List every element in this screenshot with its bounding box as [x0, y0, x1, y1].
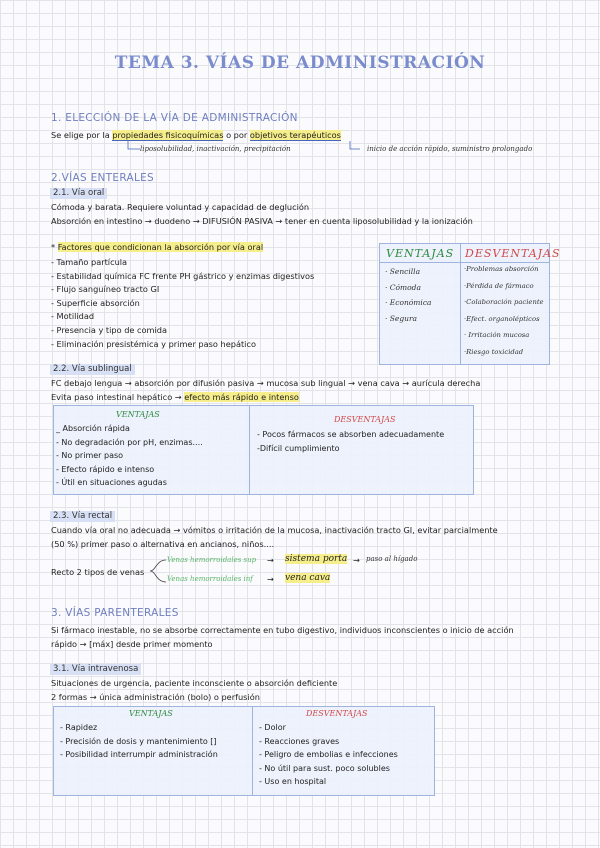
list-item: · Económica: [385, 298, 432, 307]
sublingual-desventajas-list: [257, 428, 444, 455]
sistema-porta: sistema porta: [285, 554, 348, 564]
list-item: ·Riesgo toxicidad: [464, 347, 524, 356]
arrow-2: →: [353, 555, 360, 565]
list-item: - Precisión de dosis y mantenimiento []: [60, 736, 217, 746]
vena-hemorroidal-inf: Venas hemorroidales inf: [167, 575, 253, 583]
list-item: - Reacciones graves: [259, 736, 340, 746]
rectal-line-2: (50 %) primer paso o alternativa en ancianos, niños....: [51, 539, 275, 549]
oral-desventajas-label: DESVENTAJAS: [465, 247, 561, 260]
list-item: · Cómoda: [385, 282, 421, 292]
sublingual-ventajas-list: [56, 422, 203, 490]
iv-ventajas-list: [60, 721, 218, 762]
list-item: - Estabilidad química FC frente PH gástrico y enzimas digestivos: [51, 270, 315, 281]
iv-desventajas-label: DESVENTAJAS: [306, 709, 368, 718]
list-item: ·Efect. organolépticos: [464, 314, 540, 323]
list-item: ·Colaboración paciente: [464, 298, 544, 306]
list-item: - Tamaño partícula: [51, 257, 128, 267]
list-item: - Uso en hospital: [259, 777, 327, 786]
list-item: - No primer paso: [56, 451, 124, 460]
list-item: ·Problemas absorción: [464, 265, 539, 273]
section-3-line-1: Si fármaco inestable, no se absorbe correctamente en tubo digestivo, individuos inconscientes o inicio de acción: [51, 625, 514, 635]
sublingual-ventajas-label: VENTAJAS: [116, 410, 160, 419]
list-item: · Segura: [385, 313, 418, 323]
oral-pros-cons-box: [379, 243, 561, 365]
sublingual-line-1: FC debajo lengua → absorción por difusión pasiva → mucosa sub lingual → vena cava → aurícula derecha: [51, 378, 481, 388]
list-item: - Dolor: [259, 723, 286, 732]
recto-bracket: [148, 556, 168, 586]
section-1-line: Se elige por la propiedades fisicoquímicas o por objetivos terapéuticos: [51, 130, 341, 140]
oral-line-1: Cómoda y barata. Requiere voluntad y capacidad de deglución: [51, 202, 310, 212]
vena-cava: vena cava: [285, 573, 331, 583]
rectal-line-1: Cuando vía oral no adecuada → vómitos o irritación de la mucosa, inactivación tracto GI, evitar parcialmente: [51, 525, 498, 535]
list-item: - Flujo sanguíneo tracto GI: [51, 284, 160, 295]
list-item: - Motilidad: [51, 311, 95, 322]
sublingual-desventajas-label: DESVENTAJAS: [334, 415, 396, 424]
list-item: · Irritación mucosa: [464, 331, 530, 339]
iv-line-1: Situaciones de urgencia, paciente inconsciente o absorción deficiente: [51, 678, 338, 688]
list-item: - Pocos fármacos se absorben adecuadamente: [257, 430, 445, 439]
iv-table: [53, 706, 435, 796]
list-item: - No degradación por pH, enzimas....: [56, 437, 203, 447]
section-2-heading: 2.VÍAS ENTERALES: [51, 172, 155, 184]
sublingual-line-2: Evita paso intestinal hepático → efecto más rápido e intenso: [51, 392, 299, 402]
list-item: - Eliminación presistémica y primer paso hepático: [51, 338, 256, 349]
oral-line-2: Absorción en intestino → duodeno → DIFUSIÓN PASIVA → tener en cuenta liposolubilidad y la ionización: [51, 216, 473, 226]
iv-desventajas-list: [259, 721, 398, 789]
recto-label: Recto 2 tipos de venas: [51, 567, 145, 577]
section-1-note-left: liposolubilidad, inactivación, precipitación: [140, 145, 291, 153]
list-item: - Efecto rápido e intenso: [56, 464, 155, 474]
iv-heading: 3.1. Vía intravenosa: [50, 664, 141, 675]
list-item: - Peligro de embolias e infecciones: [259, 750, 398, 759]
iv-line-2: 2 formas → única administración (bolo) o perfusión: [51, 692, 260, 702]
page-title: TEMA 3. VÍAS DE ADMINISTRACIÓN: [114, 53, 486, 73]
oral-ventajas-list: [385, 264, 432, 326]
list-item: - Rapidez: [60, 723, 98, 732]
factors-title: * Factores que condicionan la absorción por vía oral: [51, 242, 264, 252]
list-item: · Sencilla: [385, 267, 421, 276]
arrow-3: →: [267, 574, 274, 584]
rectal-heading: 2.3. Vía rectal: [50, 511, 115, 522]
list-item: _ Absorción rápida: [56, 424, 130, 433]
section-3-line-2: rápido → [máx] desde primer momento: [51, 639, 213, 649]
paso-higado: paso al hígado: [366, 555, 418, 563]
oral-heading: 2.1. Vía oral: [50, 188, 107, 199]
oral-desventajas-list: [464, 261, 544, 360]
list-item: -Difícil cumplimiento: [257, 443, 340, 453]
factors-list: [51, 256, 314, 351]
vena-hemorroidal-sup: Venas hemorroidales sup: [167, 556, 257, 564]
arrow-1: →: [267, 555, 274, 565]
iv-ventajas-label: VENTAJAS: [129, 709, 173, 718]
section-1-heading: 1. ELECCIÓN DE LA VÍA DE ADMINISTRACIÓN: [51, 112, 298, 124]
sublingual-heading: 2.2. Vía sublingual: [50, 364, 135, 375]
list-item: - Superficie absorción: [51, 297, 140, 308]
list-item: - Útil en situaciones agudas: [56, 478, 167, 487]
list-item: - Posibilidad interrumpir administración: [60, 750, 218, 759]
list-item: ·Pérdida de fármaco: [464, 281, 534, 290]
oral-ventajas-label: VENTAJAS: [386, 247, 455, 260]
list-item: - No útil para sust. poco solubles: [259, 763, 390, 773]
section-1-note-right: inicio de acción rápido, suministro prolongado: [367, 145, 533, 153]
list-item: - Presencia y tipo de comida: [51, 324, 168, 335]
sublingual-table: [53, 405, 474, 495]
section-3-heading: 3. VÍAS PARENTERALES: [51, 607, 179, 619]
